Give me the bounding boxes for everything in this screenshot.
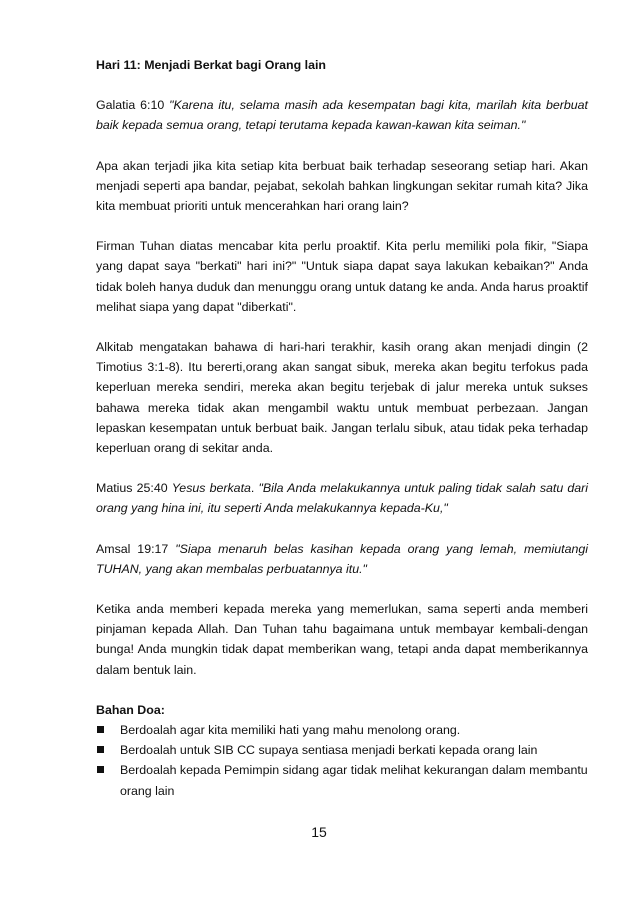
paragraph-3: Alkitab mengatakan bahawa di hari-hari terakhir, kasih orang akan menjadi dingin (2 Timotius 3:1-8). Itu bererti,orang akan sangat sibuk, mereka akan begitu terfokus pada keperluan mereka sendiri, mereka akan begitu terjebak di jalur mereka untuk sukses bahawa mereka tidak akan mengambil waktu untuk membuat perbezaan. Jangan lepaskan kesempatan untuk berbuat baik. Jangan terlalu sibuk, atau tidak peka terhadap keperluan orang di sekitar anda. bbox=[96, 340, 588, 456]
verse-reference: Amsal 19:17 bbox=[96, 541, 176, 556]
square-bullet-icon bbox=[97, 766, 104, 773]
list-item bbox=[96, 720, 588, 740]
paragraph-2: Firman Tuhan diatas mencabar kita perlu proaktif. Kita perlu memiliki pola fikir, "Siapa yang dapat saya "berkati" hari ini?" "Untuk siapa dapat saya lakukan kebaikan?" Anda tidak boleh hanya duduk dan menunggu orang untuk datang ke anda. Anda harus proaktif melihat siapa yang dapat "diberkati". bbox=[96, 239, 588, 314]
square-bullet-icon bbox=[97, 726, 104, 733]
verse-reference: Galatia 6:10 bbox=[96, 98, 170, 113]
verse-lead: Yesus berkata bbox=[171, 481, 251, 496]
document-title: Hari 11: Menjadi Berkat bagi Orang lain bbox=[96, 58, 326, 72]
verse-dot: . bbox=[250, 481, 259, 496]
list-item bbox=[96, 760, 588, 800]
verse-text: "Bila Anda melakukannya untuk paling tidak salah satu dari orang yang hina ini, itu seperti Anda melakukannya kepada-Ku," bbox=[96, 481, 589, 516]
prayer-item-text: Berdoalah agar kita memiliki hati yang mahu menolong orang. bbox=[120, 723, 461, 738]
list-item bbox=[96, 740, 588, 760]
prayer-item-text: Berdoalah untuk SIB CC supaya sentiasa menjadi berkati kepada orang lain bbox=[120, 743, 538, 758]
square-bullet-icon bbox=[97, 746, 104, 753]
document-page bbox=[96, 55, 588, 801]
verse-galatia bbox=[96, 95, 588, 135]
verse-amsal bbox=[96, 539, 588, 579]
prayer-list bbox=[96, 720, 588, 801]
paragraph-1: Apa akan terjadi jika kita setiap kita berbuat baik terhadap seseorang setiap hari. Akan menjadi seperti apa bandar, pejabat, sekolah bahkan lingkungan sekitar rumah kita? Jika kita membuat prioriti untuk mencerahkan hari orang lain? bbox=[96, 158, 588, 214]
verse-text: "Siapa menaruh belas kasihan kepada orang yang lemah, memiutangi TUHAN, yang akan membalas perbuatannya itu." bbox=[96, 541, 588, 576]
prayer-item-text: Berdoalah kepada Pemimpin sidang agar tidak melihat kekurangan dalam membantu orang lain bbox=[120, 763, 588, 798]
page-number: 15 bbox=[311, 824, 327, 840]
verse-text: "Karena itu, selama masih ada kesempatan bagi kita, marilah kita berbuat baik kepada semua orang, tetapi terutama kepada kawan-kawan kita seiman." bbox=[96, 98, 588, 133]
paragraph-4: Ketika anda memberi kepada mereka yang memerlukan, sama seperti anda memberi pinjaman kepada Allah. Dan Tuhan tahu bagaimana untuk membayar kembali-dengan bunga! Anda mungkin tidak dapat memberikan wang, tetapi anda dapat memberikannya dalam bentuk lain. bbox=[96, 602, 588, 677]
prayer-heading: Bahan Doa: bbox=[96, 702, 165, 717]
verse-matius bbox=[96, 478, 588, 518]
verse-reference: Matius 25:40 bbox=[96, 481, 172, 496]
